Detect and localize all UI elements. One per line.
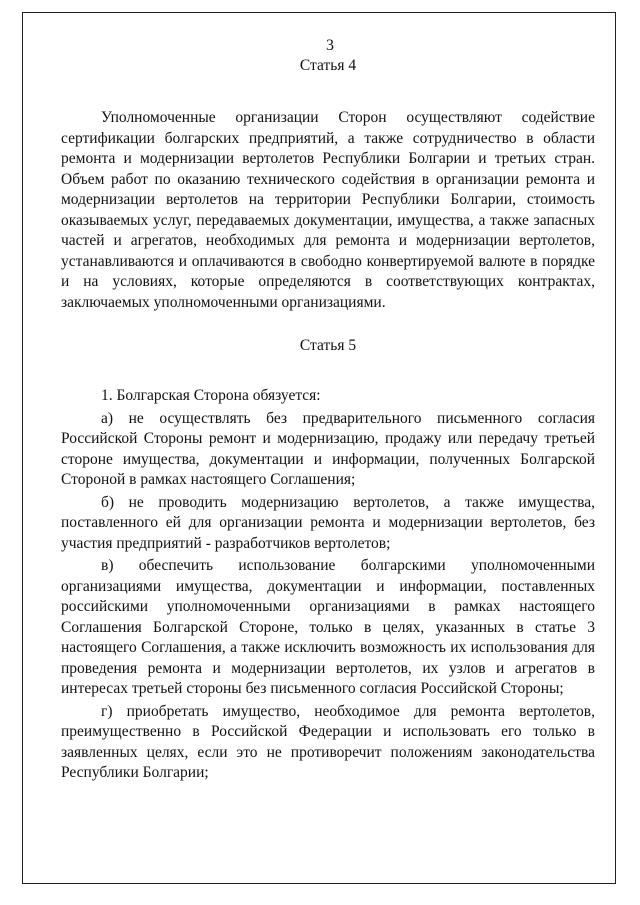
article-5-item-d: г) приобретать имущество, необходимое для ремонта вертолетов, преимущественно в Российской Федерации и использовать его только в заявленных целях, если это не противоречит положениям законодательства Республики Болгарии; xyxy=(61,702,595,781)
article-5-item-b: б) не проводить модернизацию вертолетов, а также имущества, поставленного ей для организации ремонта и модернизации вертолетов, без участия предприятий - разработчиков вертолетов; xyxy=(61,493,595,552)
article-5-item-a: а) не осуществлять без предварительного письменного согласия Российской Стороны ремонт и модернизацию, продажу или передачу третьей стороне имущества, документации и информации, полученных Болгарской Стороной в рамках настоящего Соглашения; xyxy=(61,409,595,488)
document-page xyxy=(61,36,595,784)
article-4-title: Статья 4 xyxy=(299,57,357,74)
article-5-lead: 1. Болгарская Сторона обязуется: xyxy=(101,387,321,404)
article-5-title: Статья 5 xyxy=(299,337,357,354)
article-5-item-c: в) обеспечить использование болгарскими уполномоченными организациями имущества, документации и информации, поставленных российскими уполномоченными организациями в рамках настоящего Соглашения Болгарской Стороне, только в целях, указанных в статье 3 настоящего Соглашения, а также исключить возможность их использования для проведения ремонта и модернизации вертолетов, их узлов и агрегатов в интересах третьей стороны без письменного согласия Российской Стороны; xyxy=(61,557,595,697)
page-number: 3 xyxy=(326,37,334,54)
article-4-paragraph: Уполномоченные организации Сторон осуществляют содействие сертификации болгарских предприятий, а также сотрудничество в области ремонта и модернизации вертолетов Республики Болгарии и третьих стран. Объем работ по оказанию технического содействия в организации ремонта и модернизации вертолетов на территории Республики Болгарии, стоимость оказываемых услуг, передаваемых документации, имущества, а также запасных частей и агрегатов, необходимых для ремонта и модернизации вертолетов, устанавливаются и оплачиваются в свободно конвертируемой валюте в порядке и на условиях, которые определяются в соответствующих контрактах, заключаемых уполномоченными организациями. xyxy=(61,109,595,311)
